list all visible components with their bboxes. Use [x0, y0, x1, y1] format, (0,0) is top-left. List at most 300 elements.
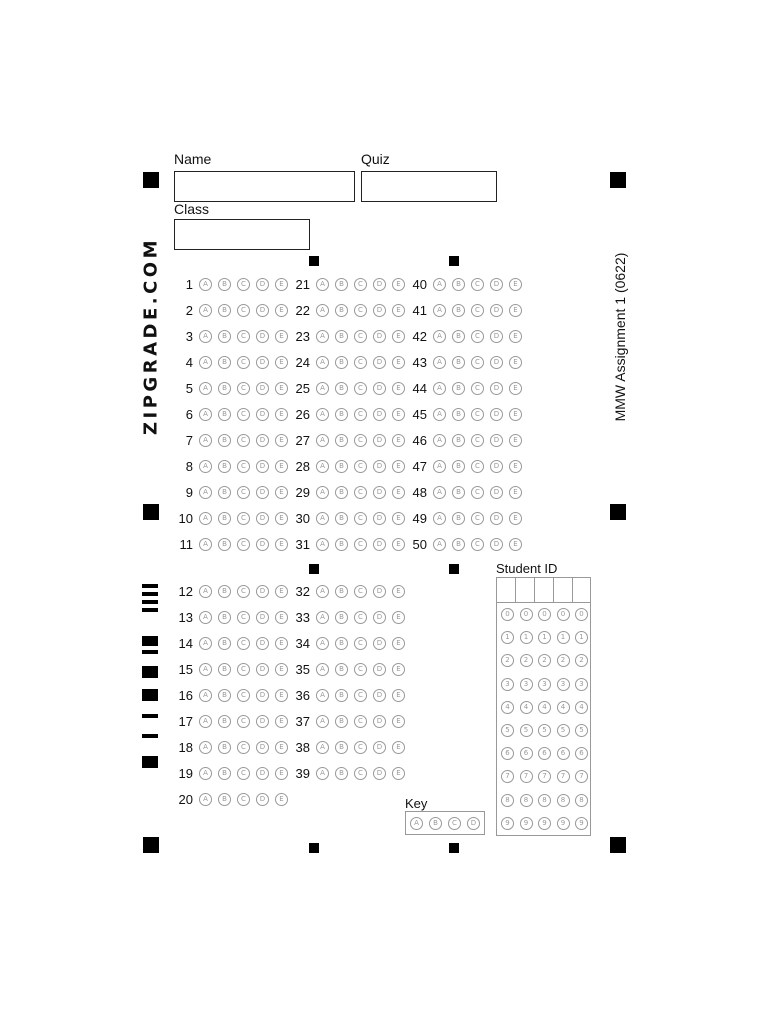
student-id-bubble-4[interactable]: 4 — [575, 701, 588, 714]
answer-bubble-d[interactable]: D — [256, 434, 269, 447]
answer-bubble-d[interactable]: D — [373, 356, 386, 369]
answer-bubble-b[interactable]: B — [335, 689, 348, 702]
answer-bubble-d[interactable]: D — [256, 460, 269, 473]
answer-bubble-e[interactable]: E — [275, 689, 288, 702]
student-id-bubble-0[interactable]: 0 — [557, 608, 570, 621]
answer-bubble-b[interactable]: B — [218, 611, 231, 624]
answer-bubble-e[interactable]: E — [275, 637, 288, 650]
answer-bubble-e[interactable]: E — [509, 278, 522, 291]
answer-bubble-b[interactable]: B — [335, 434, 348, 447]
key-bubble-c[interactable]: C — [448, 817, 461, 830]
answer-bubble-c[interactable]: C — [354, 512, 367, 525]
student-id-bubble-9[interactable]: 9 — [538, 817, 551, 830]
answer-bubble-c[interactable]: C — [237, 767, 250, 780]
answer-bubble-d[interactable]: D — [490, 512, 503, 525]
answer-bubble-b[interactable]: B — [452, 382, 465, 395]
answer-bubble-e[interactable]: E — [392, 689, 405, 702]
answer-bubble-e[interactable]: E — [392, 304, 405, 317]
answer-bubble-d[interactable]: D — [373, 434, 386, 447]
answer-bubble-b[interactable]: B — [218, 512, 231, 525]
answer-bubble-e[interactable]: E — [392, 767, 405, 780]
student-id-bubble-7[interactable]: 7 — [575, 770, 588, 783]
answer-bubble-a[interactable]: A — [199, 512, 212, 525]
answer-bubble-e[interactable]: E — [509, 356, 522, 369]
answer-bubble-d[interactable]: D — [490, 538, 503, 551]
student-id-bubble-6[interactable]: 6 — [557, 747, 570, 760]
student-id-bubble-4[interactable]: 4 — [538, 701, 551, 714]
answer-bubble-e[interactable]: E — [275, 767, 288, 780]
answer-bubble-c[interactable]: C — [237, 460, 250, 473]
answer-bubble-a[interactable]: A — [316, 304, 329, 317]
answer-bubble-d[interactable]: D — [373, 408, 386, 421]
answer-bubble-d[interactable]: D — [490, 434, 503, 447]
student-id-bubble-1[interactable]: 1 — [501, 631, 514, 644]
answer-bubble-d[interactable]: D — [256, 486, 269, 499]
answer-bubble-c[interactable]: C — [471, 512, 484, 525]
answer-bubble-e[interactable]: E — [275, 330, 288, 343]
answer-bubble-a[interactable]: A — [199, 767, 212, 780]
answer-bubble-a[interactable]: A — [316, 663, 329, 676]
answer-bubble-e[interactable]: E — [392, 512, 405, 525]
answer-bubble-a[interactable]: A — [199, 611, 212, 624]
answer-bubble-b[interactable]: B — [218, 767, 231, 780]
answer-bubble-b[interactable]: B — [452, 512, 465, 525]
answer-bubble-b[interactable]: B — [335, 486, 348, 499]
answer-bubble-c[interactable]: C — [471, 330, 484, 343]
answer-bubble-d[interactable]: D — [256, 663, 269, 676]
answer-bubble-c[interactable]: C — [354, 689, 367, 702]
answer-bubble-b[interactable]: B — [335, 460, 348, 473]
answer-bubble-a[interactable]: A — [316, 434, 329, 447]
answer-bubble-d[interactable]: D — [256, 585, 269, 598]
answer-bubble-b[interactable]: B — [218, 715, 231, 728]
answer-bubble-a[interactable]: A — [316, 637, 329, 650]
answer-bubble-a[interactable]: A — [316, 486, 329, 499]
answer-bubble-c[interactable]: C — [354, 767, 367, 780]
answer-bubble-e[interactable]: E — [275, 538, 288, 551]
answer-bubble-c[interactable]: C — [237, 741, 250, 754]
answer-bubble-a[interactable]: A — [316, 767, 329, 780]
answer-bubble-b[interactable]: B — [218, 486, 231, 499]
answer-bubble-e[interactable]: E — [509, 434, 522, 447]
answer-bubble-b[interactable]: B — [218, 278, 231, 291]
answer-bubble-b[interactable]: B — [452, 304, 465, 317]
answer-bubble-a[interactable]: A — [199, 356, 212, 369]
key-bubble-b[interactable]: B — [429, 817, 442, 830]
answer-bubble-c[interactable]: C — [354, 637, 367, 650]
answer-bubble-b[interactable]: B — [335, 611, 348, 624]
answer-bubble-b[interactable]: B — [335, 741, 348, 754]
answer-bubble-a[interactable]: A — [433, 304, 446, 317]
student-id-bubble-8[interactable]: 8 — [538, 794, 551, 807]
answer-bubble-d[interactable]: D — [373, 741, 386, 754]
student-id-bubble-7[interactable]: 7 — [501, 770, 514, 783]
answer-bubble-b[interactable]: B — [218, 408, 231, 421]
answer-bubble-e[interactable]: E — [275, 382, 288, 395]
answer-bubble-c[interactable]: C — [471, 356, 484, 369]
student-id-bubble-9[interactable]: 9 — [557, 817, 570, 830]
answer-bubble-c[interactable]: C — [237, 715, 250, 728]
answer-bubble-b[interactable]: B — [335, 304, 348, 317]
answer-bubble-a[interactable]: A — [316, 585, 329, 598]
answer-bubble-e[interactable]: E — [275, 715, 288, 728]
answer-bubble-d[interactable]: D — [490, 486, 503, 499]
answer-bubble-b[interactable]: B — [218, 637, 231, 650]
answer-bubble-a[interactable]: A — [199, 382, 212, 395]
answer-bubble-e[interactable]: E — [392, 330, 405, 343]
student-id-bubble-3[interactable]: 3 — [538, 678, 551, 691]
answer-bubble-e[interactable]: E — [392, 611, 405, 624]
answer-bubble-b[interactable]: B — [218, 585, 231, 598]
student-id-bubble-2[interactable]: 2 — [557, 654, 570, 667]
answer-bubble-e[interactable]: E — [392, 637, 405, 650]
answer-bubble-e[interactable]: E — [275, 486, 288, 499]
answer-bubble-c[interactable]: C — [354, 330, 367, 343]
student-id-bubble-3[interactable]: 3 — [520, 678, 533, 691]
student-id-bubble-1[interactable]: 1 — [520, 631, 533, 644]
answer-bubble-c[interactable]: C — [237, 486, 250, 499]
answer-bubble-c[interactable]: C — [471, 278, 484, 291]
answer-bubble-b[interactable]: B — [218, 793, 231, 806]
answer-bubble-e[interactable]: E — [275, 460, 288, 473]
answer-bubble-c[interactable]: C — [237, 611, 250, 624]
answer-bubble-c[interactable]: C — [471, 304, 484, 317]
answer-bubble-c[interactable]: C — [237, 637, 250, 650]
answer-bubble-a[interactable]: A — [433, 408, 446, 421]
student-id-bubble-9[interactable]: 9 — [520, 817, 533, 830]
answer-bubble-a[interactable]: A — [199, 330, 212, 343]
student-id-bubble-9[interactable]: 9 — [501, 817, 514, 830]
student-id-bubble-5[interactable]: 5 — [557, 724, 570, 737]
answer-bubble-c[interactable]: C — [237, 689, 250, 702]
answer-bubble-c[interactable]: C — [237, 663, 250, 676]
answer-bubble-d[interactable]: D — [490, 460, 503, 473]
student-id-bubble-0[interactable]: 0 — [538, 608, 551, 621]
answer-bubble-b[interactable]: B — [218, 663, 231, 676]
answer-bubble-e[interactable]: E — [275, 278, 288, 291]
answer-bubble-a[interactable]: A — [316, 460, 329, 473]
answer-bubble-a[interactable]: A — [199, 538, 212, 551]
student-id-bubble-4[interactable]: 4 — [501, 701, 514, 714]
answer-bubble-c[interactable]: C — [354, 486, 367, 499]
answer-bubble-b[interactable]: B — [335, 278, 348, 291]
answer-bubble-a[interactable]: A — [316, 741, 329, 754]
answer-bubble-e[interactable]: E — [275, 793, 288, 806]
answer-bubble-b[interactable]: B — [452, 330, 465, 343]
answer-bubble-b[interactable]: B — [452, 460, 465, 473]
answer-bubble-a[interactable]: A — [316, 278, 329, 291]
answer-bubble-a[interactable]: A — [199, 637, 212, 650]
answer-bubble-b[interactable]: B — [218, 330, 231, 343]
answer-bubble-b[interactable]: B — [452, 278, 465, 291]
answer-bubble-d[interactable]: D — [373, 382, 386, 395]
answer-bubble-b[interactable]: B — [335, 356, 348, 369]
student-id-bubble-7[interactable]: 7 — [520, 770, 533, 783]
answer-bubble-c[interactable]: C — [471, 382, 484, 395]
answer-bubble-d[interactable]: D — [373, 278, 386, 291]
answer-bubble-a[interactable]: A — [199, 460, 212, 473]
answer-bubble-c[interactable]: C — [471, 538, 484, 551]
answer-bubble-d[interactable]: D — [256, 304, 269, 317]
student-id-bubble-0[interactable]: 0 — [520, 608, 533, 621]
answer-bubble-c[interactable]: C — [237, 382, 250, 395]
answer-bubble-e[interactable]: E — [392, 278, 405, 291]
answer-bubble-b[interactable]: B — [218, 689, 231, 702]
answer-bubble-a[interactable]: A — [199, 715, 212, 728]
answer-bubble-c[interactable]: C — [237, 538, 250, 551]
answer-bubble-b[interactable]: B — [218, 741, 231, 754]
answer-bubble-c[interactable]: C — [354, 356, 367, 369]
answer-bubble-c[interactable]: C — [354, 434, 367, 447]
student-id-bubble-2[interactable]: 2 — [538, 654, 551, 667]
answer-bubble-c[interactable]: C — [237, 304, 250, 317]
answer-bubble-e[interactable]: E — [392, 585, 405, 598]
answer-bubble-a[interactable]: A — [316, 715, 329, 728]
answer-bubble-c[interactable]: C — [354, 611, 367, 624]
answer-bubble-a[interactable]: A — [199, 408, 212, 421]
student-id-bubble-5[interactable]: 5 — [575, 724, 588, 737]
answer-bubble-b[interactable]: B — [218, 304, 231, 317]
student-id-bubble-2[interactable]: 2 — [520, 654, 533, 667]
answer-bubble-e[interactable]: E — [392, 538, 405, 551]
answer-bubble-c[interactable]: C — [354, 304, 367, 317]
answer-bubble-d[interactable]: D — [373, 330, 386, 343]
answer-bubble-a[interactable]: A — [316, 382, 329, 395]
answer-bubble-d[interactable]: D — [256, 538, 269, 551]
answer-bubble-a[interactable]: A — [316, 330, 329, 343]
answer-bubble-a[interactable]: A — [433, 486, 446, 499]
answer-bubble-a[interactable]: A — [433, 278, 446, 291]
answer-bubble-d[interactable]: D — [490, 408, 503, 421]
student-id-bubble-8[interactable]: 8 — [520, 794, 533, 807]
student-id-bubble-1[interactable]: 1 — [557, 631, 570, 644]
answer-bubble-b[interactable]: B — [335, 585, 348, 598]
answer-bubble-a[interactable]: A — [199, 689, 212, 702]
answer-bubble-c[interactable]: C — [237, 585, 250, 598]
student-id-bubble-0[interactable]: 0 — [575, 608, 588, 621]
answer-bubble-a[interactable]: A — [199, 278, 212, 291]
answer-bubble-d[interactable]: D — [256, 741, 269, 754]
answer-bubble-d[interactable]: D — [256, 356, 269, 369]
answer-bubble-d[interactable]: D — [373, 715, 386, 728]
answer-bubble-d[interactable]: D — [490, 382, 503, 395]
answer-bubble-b[interactable]: B — [218, 382, 231, 395]
student-id-bubble-4[interactable]: 4 — [520, 701, 533, 714]
answer-bubble-c[interactable]: C — [354, 408, 367, 421]
student-id-bubble-2[interactable]: 2 — [501, 654, 514, 667]
answer-bubble-d[interactable]: D — [256, 793, 269, 806]
student-id-bubble-0[interactable]: 0 — [501, 608, 514, 621]
answer-bubble-a[interactable]: A — [433, 460, 446, 473]
answer-bubble-d[interactable]: D — [256, 408, 269, 421]
answer-bubble-c[interactable]: C — [237, 356, 250, 369]
answer-bubble-b[interactable]: B — [335, 663, 348, 676]
answer-bubble-c[interactable]: C — [354, 663, 367, 676]
answer-bubble-d[interactable]: D — [256, 689, 269, 702]
answer-bubble-a[interactable]: A — [316, 611, 329, 624]
answer-bubble-b[interactable]: B — [335, 637, 348, 650]
answer-bubble-d[interactable]: D — [256, 382, 269, 395]
answer-bubble-e[interactable]: E — [392, 715, 405, 728]
answer-bubble-d[interactable]: D — [373, 486, 386, 499]
answer-bubble-e[interactable]: E — [275, 408, 288, 421]
student-id-bubble-8[interactable]: 8 — [501, 794, 514, 807]
answer-bubble-a[interactable]: A — [433, 382, 446, 395]
answer-bubble-a[interactable]: A — [433, 330, 446, 343]
answer-bubble-c[interactable]: C — [237, 330, 250, 343]
answer-bubble-e[interactable]: E — [509, 512, 522, 525]
answer-bubble-c[interactable]: C — [354, 741, 367, 754]
answer-bubble-d[interactable]: D — [256, 330, 269, 343]
answer-bubble-c[interactable]: C — [237, 434, 250, 447]
answer-bubble-b[interactable]: B — [218, 356, 231, 369]
answer-bubble-b[interactable]: B — [452, 408, 465, 421]
answer-bubble-e[interactable]: E — [392, 434, 405, 447]
answer-bubble-a[interactable]: A — [433, 512, 446, 525]
answer-bubble-c[interactable]: C — [471, 408, 484, 421]
student-id-bubble-5[interactable]: 5 — [501, 724, 514, 737]
answer-bubble-c[interactable]: C — [354, 538, 367, 551]
answer-bubble-a[interactable]: A — [199, 741, 212, 754]
answer-bubble-c[interactable]: C — [354, 278, 367, 291]
answer-bubble-e[interactable]: E — [275, 611, 288, 624]
answer-bubble-d[interactable]: D — [373, 611, 386, 624]
answer-bubble-d[interactable]: D — [256, 611, 269, 624]
answer-bubble-a[interactable]: A — [433, 434, 446, 447]
answer-bubble-c[interactable]: C — [237, 278, 250, 291]
answer-bubble-c[interactable]: C — [354, 715, 367, 728]
answer-bubble-e[interactable]: E — [392, 663, 405, 676]
answer-bubble-e[interactable]: E — [392, 741, 405, 754]
answer-bubble-e[interactable]: E — [275, 512, 288, 525]
answer-bubble-a[interactable]: A — [316, 408, 329, 421]
student-id-bubble-6[interactable]: 6 — [575, 747, 588, 760]
student-id-bubble-1[interactable]: 1 — [575, 631, 588, 644]
answer-bubble-c[interactable]: C — [471, 460, 484, 473]
answer-bubble-c[interactable]: C — [354, 382, 367, 395]
answer-bubble-e[interactable]: E — [275, 585, 288, 598]
answer-bubble-b[interactable]: B — [218, 460, 231, 473]
answer-bubble-e[interactable]: E — [509, 486, 522, 499]
answer-bubble-d[interactable]: D — [373, 689, 386, 702]
answer-bubble-e[interactable]: E — [275, 356, 288, 369]
answer-bubble-d[interactable]: D — [373, 512, 386, 525]
answer-bubble-d[interactable]: D — [490, 356, 503, 369]
student-id-bubble-5[interactable]: 5 — [520, 724, 533, 737]
answer-bubble-b[interactable]: B — [335, 408, 348, 421]
student-id-bubble-1[interactable]: 1 — [538, 631, 551, 644]
answer-bubble-a[interactable]: A — [199, 585, 212, 598]
answer-bubble-c[interactable]: C — [237, 793, 250, 806]
answer-bubble-d[interactable]: D — [373, 767, 386, 780]
student-id-bubble-6[interactable]: 6 — [538, 747, 551, 760]
answer-bubble-a[interactable]: A — [199, 304, 212, 317]
answer-bubble-d[interactable]: D — [373, 585, 386, 598]
answer-bubble-d[interactable]: D — [490, 304, 503, 317]
answer-bubble-e[interactable]: E — [509, 460, 522, 473]
answer-bubble-a[interactable]: A — [316, 689, 329, 702]
student-id-bubble-5[interactable]: 5 — [538, 724, 551, 737]
answer-bubble-a[interactable]: A — [199, 663, 212, 676]
answer-bubble-a[interactable]: A — [433, 356, 446, 369]
answer-bubble-d[interactable]: D — [256, 715, 269, 728]
answer-bubble-b[interactable]: B — [335, 330, 348, 343]
student-id-bubble-3[interactable]: 3 — [501, 678, 514, 691]
answer-bubble-b[interactable]: B — [335, 512, 348, 525]
student-id-bubble-8[interactable]: 8 — [575, 794, 588, 807]
student-id-bubble-3[interactable]: 3 — [557, 678, 570, 691]
answer-bubble-b[interactable]: B — [335, 538, 348, 551]
answer-bubble-b[interactable]: B — [335, 715, 348, 728]
answer-bubble-a[interactable]: A — [199, 486, 212, 499]
answer-bubble-b[interactable]: B — [452, 356, 465, 369]
answer-bubble-e[interactable]: E — [392, 356, 405, 369]
answer-bubble-c[interactable]: C — [237, 408, 250, 421]
answer-bubble-c[interactable]: C — [237, 512, 250, 525]
answer-bubble-e[interactable]: E — [275, 304, 288, 317]
student-id-bubble-7[interactable]: 7 — [557, 770, 570, 783]
answer-bubble-a[interactable]: A — [433, 538, 446, 551]
key-bubble-a[interactable]: A — [410, 817, 423, 830]
answer-bubble-d[interactable]: D — [256, 767, 269, 780]
student-id-bubble-9[interactable]: 9 — [575, 817, 588, 830]
answer-bubble-b[interactable]: B — [218, 434, 231, 447]
answer-bubble-e[interactable]: E — [509, 408, 522, 421]
answer-bubble-d[interactable]: D — [373, 304, 386, 317]
answer-bubble-e[interactable]: E — [275, 741, 288, 754]
student-id-bubble-8[interactable]: 8 — [557, 794, 570, 807]
answer-bubble-d[interactable]: D — [490, 278, 503, 291]
student-id-bubble-3[interactable]: 3 — [575, 678, 588, 691]
answer-bubble-e[interactable]: E — [509, 330, 522, 343]
answer-bubble-a[interactable]: A — [199, 793, 212, 806]
answer-bubble-c[interactable]: C — [471, 434, 484, 447]
student-id-bubble-7[interactable]: 7 — [538, 770, 551, 783]
answer-bubble-b[interactable]: B — [452, 434, 465, 447]
answer-bubble-c[interactable]: C — [354, 585, 367, 598]
answer-bubble-e[interactable]: E — [509, 382, 522, 395]
answer-bubble-b[interactable]: B — [452, 486, 465, 499]
student-id-bubble-4[interactable]: 4 — [557, 701, 570, 714]
answer-bubble-d[interactable]: D — [256, 278, 269, 291]
answer-bubble-d[interactable]: D — [373, 637, 386, 650]
answer-bubble-e[interactable]: E — [392, 382, 405, 395]
answer-bubble-e[interactable]: E — [275, 663, 288, 676]
answer-bubble-b[interactable]: B — [452, 538, 465, 551]
student-id-bubble-6[interactable]: 6 — [501, 747, 514, 760]
answer-bubble-d[interactable]: D — [373, 460, 386, 473]
key-bubble-d[interactable]: D — [467, 817, 480, 830]
answer-bubble-d[interactable]: D — [256, 637, 269, 650]
student-id-bubble-6[interactable]: 6 — [520, 747, 533, 760]
answer-bubble-b[interactable]: B — [335, 767, 348, 780]
answer-bubble-d[interactable]: D — [256, 512, 269, 525]
answer-bubble-e[interactable]: E — [392, 486, 405, 499]
student-id-bubble-2[interactable]: 2 — [575, 654, 588, 667]
answer-bubble-e[interactable]: E — [392, 408, 405, 421]
answer-bubble-e[interactable]: E — [509, 304, 522, 317]
answer-bubble-c[interactable]: C — [471, 486, 484, 499]
answer-bubble-a[interactable]: A — [316, 512, 329, 525]
answer-bubble-b[interactable]: B — [218, 538, 231, 551]
answer-bubble-b[interactable]: B — [335, 382, 348, 395]
answer-bubble-a[interactable]: A — [316, 538, 329, 551]
answer-bubble-d[interactable]: D — [373, 663, 386, 676]
answer-bubble-e[interactable]: E — [509, 538, 522, 551]
answer-bubble-e[interactable]: E — [275, 434, 288, 447]
answer-bubble-c[interactable]: C — [354, 460, 367, 473]
answer-bubble-a[interactable]: A — [199, 434, 212, 447]
